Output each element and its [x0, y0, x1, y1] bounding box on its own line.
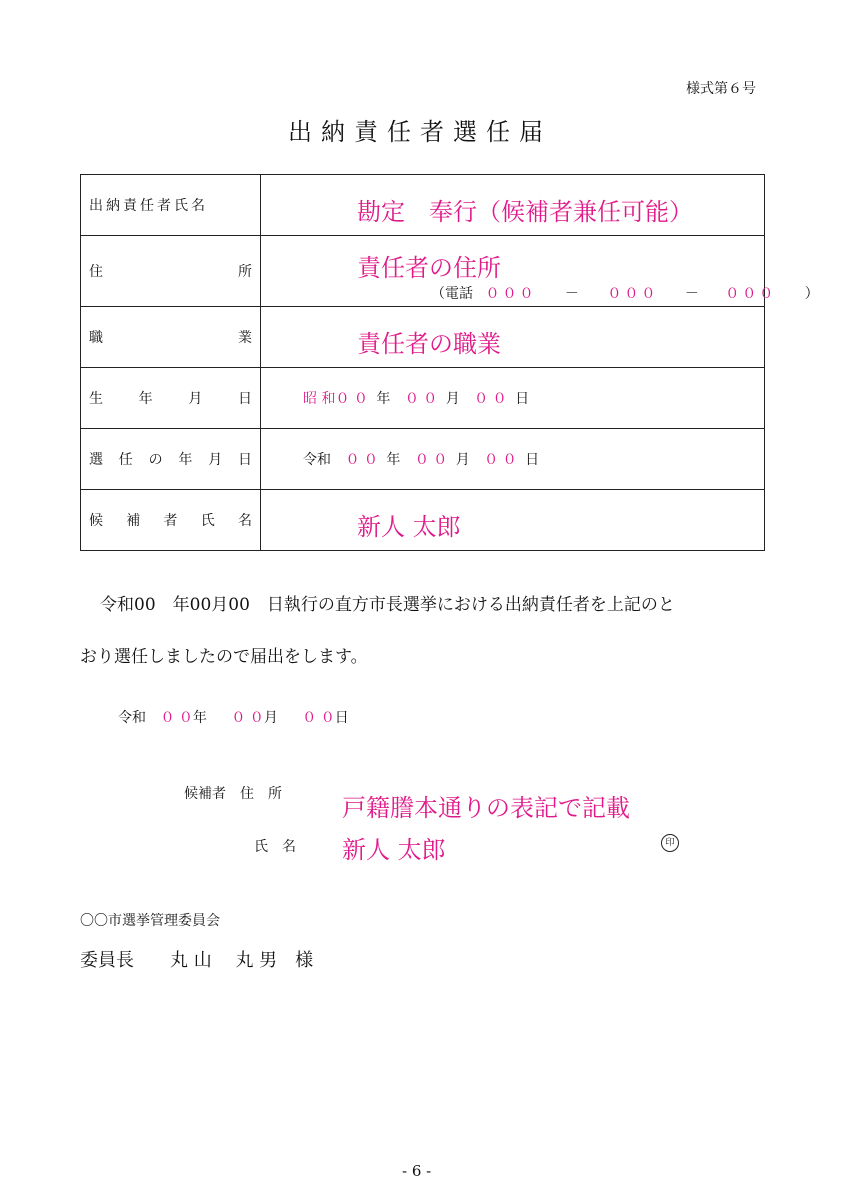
table-row — [81, 175, 765, 236]
label-appointment-date: 選 任 の 年 月 日 — [81, 429, 261, 490]
statement-line-2: おり選任しましたので届出をします。 — [80, 647, 368, 667]
phone-line: （電話 ０００ － ０００ － ０００ ） — [431, 286, 819, 302]
form-number: 様式第６号 — [686, 81, 756, 97]
candidate-name-label: 氏 名 — [254, 839, 296, 855]
appointment-date-cell — [261, 429, 765, 490]
label-birth-date: 生 年 月 日 — [81, 368, 261, 429]
table-row — [81, 307, 765, 368]
table-row — [81, 429, 765, 490]
treasurer-occupation-cell — [261, 307, 765, 368]
treasurer-name-value: 勘定 奉行（候補者兼任可能） — [357, 198, 693, 226]
candidate-address-value: 戸籍謄本通りの表記で記載 — [342, 794, 630, 822]
candidate-name-value: 新人 太郎 — [342, 836, 446, 864]
table-row — [81, 490, 765, 551]
page-number: - 6 - — [402, 1162, 432, 1180]
table-row — [81, 368, 765, 429]
submission-date: 令和 ０ ０年 ０ ０月 ０ ０日 — [118, 710, 349, 726]
treasurer-name-cell — [261, 175, 765, 236]
statement-line-1: 令和00 年00月00 日執行の直方市長選挙における出納責任者を上記のと — [100, 595, 675, 615]
label-occupation: 職 業 — [81, 307, 261, 368]
candidate-name-table-value: 新人 太郎 — [357, 513, 461, 541]
table-row — [81, 236, 765, 307]
seal-icon: 印 — [661, 834, 679, 852]
candidate-address-label: 候補者 住 所 — [184, 786, 282, 802]
label-candidate-name: 候 補 者 氏 名 — [81, 490, 261, 551]
birth-date-value: 昭 和０ ０ 年 ０ ０ 月 ０ ０ 日 — [303, 391, 530, 407]
treasurer-address-value: 責任者の住所 — [357, 254, 501, 282]
label-treasurer-name: 出納責任者氏名 — [81, 175, 261, 236]
candidate-name-cell — [261, 490, 765, 551]
treasurer-occupation-value: 責任者の職業 — [357, 330, 501, 358]
chairperson-line: 委員長 丸 山 丸 男 様 — [80, 950, 314, 971]
appointment-date-value: 令和 ０ ０ 年 ０ ０ 月 ０ ０ 日 — [303, 452, 540, 468]
committee-name: 〇〇市選挙管理委員会 — [80, 913, 220, 929]
application-table — [80, 174, 819, 551]
document-title: 出納責任者選任届 — [288, 118, 552, 146]
birth-date-cell — [261, 368, 765, 429]
treasurer-address-cell — [261, 236, 819, 307]
label-address: 住 所 — [81, 236, 261, 307]
